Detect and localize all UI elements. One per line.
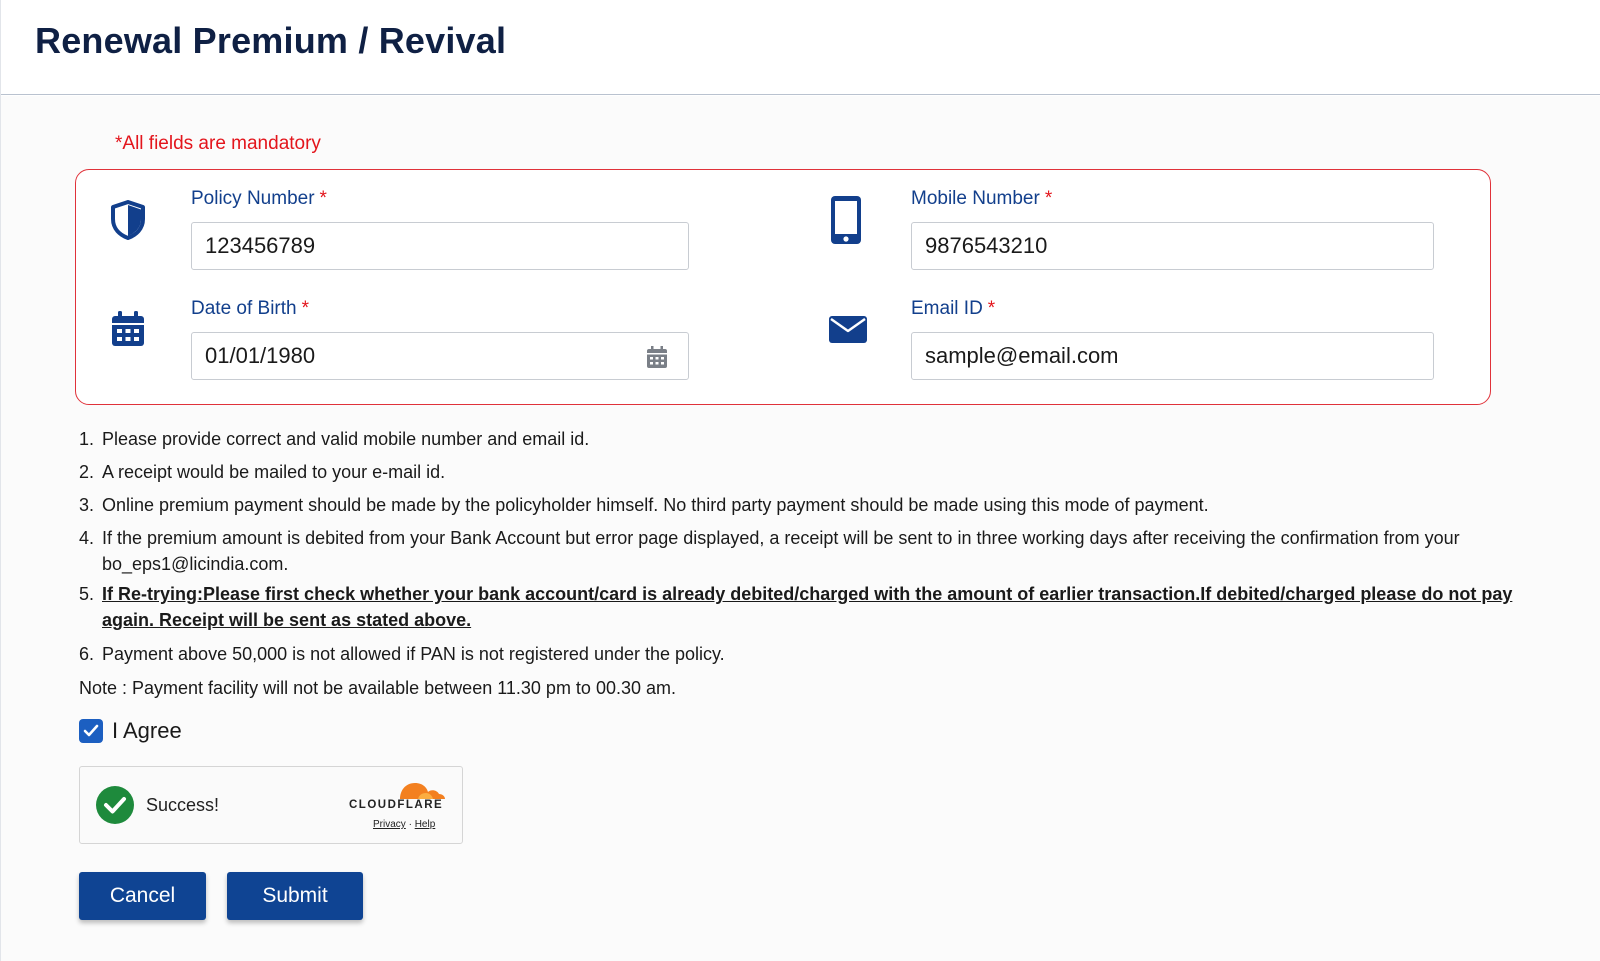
list-item-text: Please provide correct and valid mobile number and email id. [102,429,590,449]
page-header [1,0,1600,95]
agree-label[interactable]: I Agree [112,718,182,743]
envelope-icon [828,314,868,344]
policy-number-label [191,188,327,210]
policy-number-label-text: Policy Number [191,188,315,209]
mobile-number-value: 9876543210 [925,233,1048,258]
mandatory-note: *All fields are mandatory [115,133,321,154]
captcha-links [373,819,435,830]
checkmark-icon [83,724,99,738]
list-item-number: 4. [79,528,95,548]
mobile-number-label-text: Mobile Number [911,188,1040,209]
email-id-label-text: Email ID [911,298,983,319]
required-marker: * [987,298,996,319]
email-id-value: sample@email.com [925,343,1119,368]
required-marker: * [1044,188,1053,209]
help-link[interactable]: Help [414,819,436,830]
policy-number-value: 123456789 [205,233,316,258]
list-item-text: Online premium payment should be made by the policyholder himself. No third party payment should be made using this mode of payment. [102,495,1209,515]
note-footer: Note : Payment facility will not be available between 11.30 pm to 00.30 am. [79,678,676,698]
cloudflare-captcha-widget [79,766,463,844]
agree-row [79,718,182,744]
mobile-number-label [911,188,1052,210]
date-of-birth-input[interactable] [191,332,689,380]
required-marker: * [319,188,327,209]
list-item-text: If the premium amount is debited from your Bank Account but error page displayed, a receipt will be sent to in three working days after receiving the confirmation from your [102,528,1460,548]
cancel-button[interactable]: Cancel [79,872,206,920]
mobile-number-input[interactable] [911,222,1434,270]
agree-checkbox[interactable] [79,719,103,743]
required-marker: * [301,298,310,319]
list-item-text-warning: again. Receipt will be sent as stated above. [102,610,472,630]
calendar-icon [110,310,146,348]
cloudflare-logo-text: CLOUDFLARE [349,799,444,811]
date-of-birth-label [191,298,309,320]
list-item-text-warning: If Re-trying:Please first check whether your bank account/card is already debited/charged with the amount of earlier transaction.If debited/charged please do not pay [102,584,1513,604]
list-item-number: 5. [79,584,95,604]
privacy-link[interactable]: Privacy [373,819,406,830]
policy-form [75,169,1491,405]
list-item-text: Payment above 50,000 is not allowed if PAN is not registered under the policy. [102,644,725,664]
captcha-status: Success! [146,795,220,815]
list-item-number: 1. [79,429,95,449]
list-item-number: 2. [79,462,95,482]
page-title: Renewal Premium / Revival [35,20,507,61]
email-id-input[interactable] [911,332,1434,380]
list-item-number: 6. [79,644,95,664]
policy-number-input[interactable] [191,222,689,270]
email-id-label [911,298,995,320]
date-picker-calendar-icon[interactable] [646,345,668,375]
shield-icon [110,200,146,240]
link-separator: · [408,819,412,830]
mobile-phone-icon [828,194,864,246]
date-of-birth-value: 01/01/1980 [205,343,316,368]
success-check-icon [95,785,135,830]
main-content [1,96,1600,961]
list-item-text: bo_eps1@licindia.com. [102,554,289,574]
list-item-number: 3. [79,495,95,515]
list-item-text: A receipt would be mailed to your e-mail id. [102,462,446,482]
date-of-birth-label-text: Date of Birth [191,298,297,319]
submit-button[interactable]: Submit [227,872,363,920]
